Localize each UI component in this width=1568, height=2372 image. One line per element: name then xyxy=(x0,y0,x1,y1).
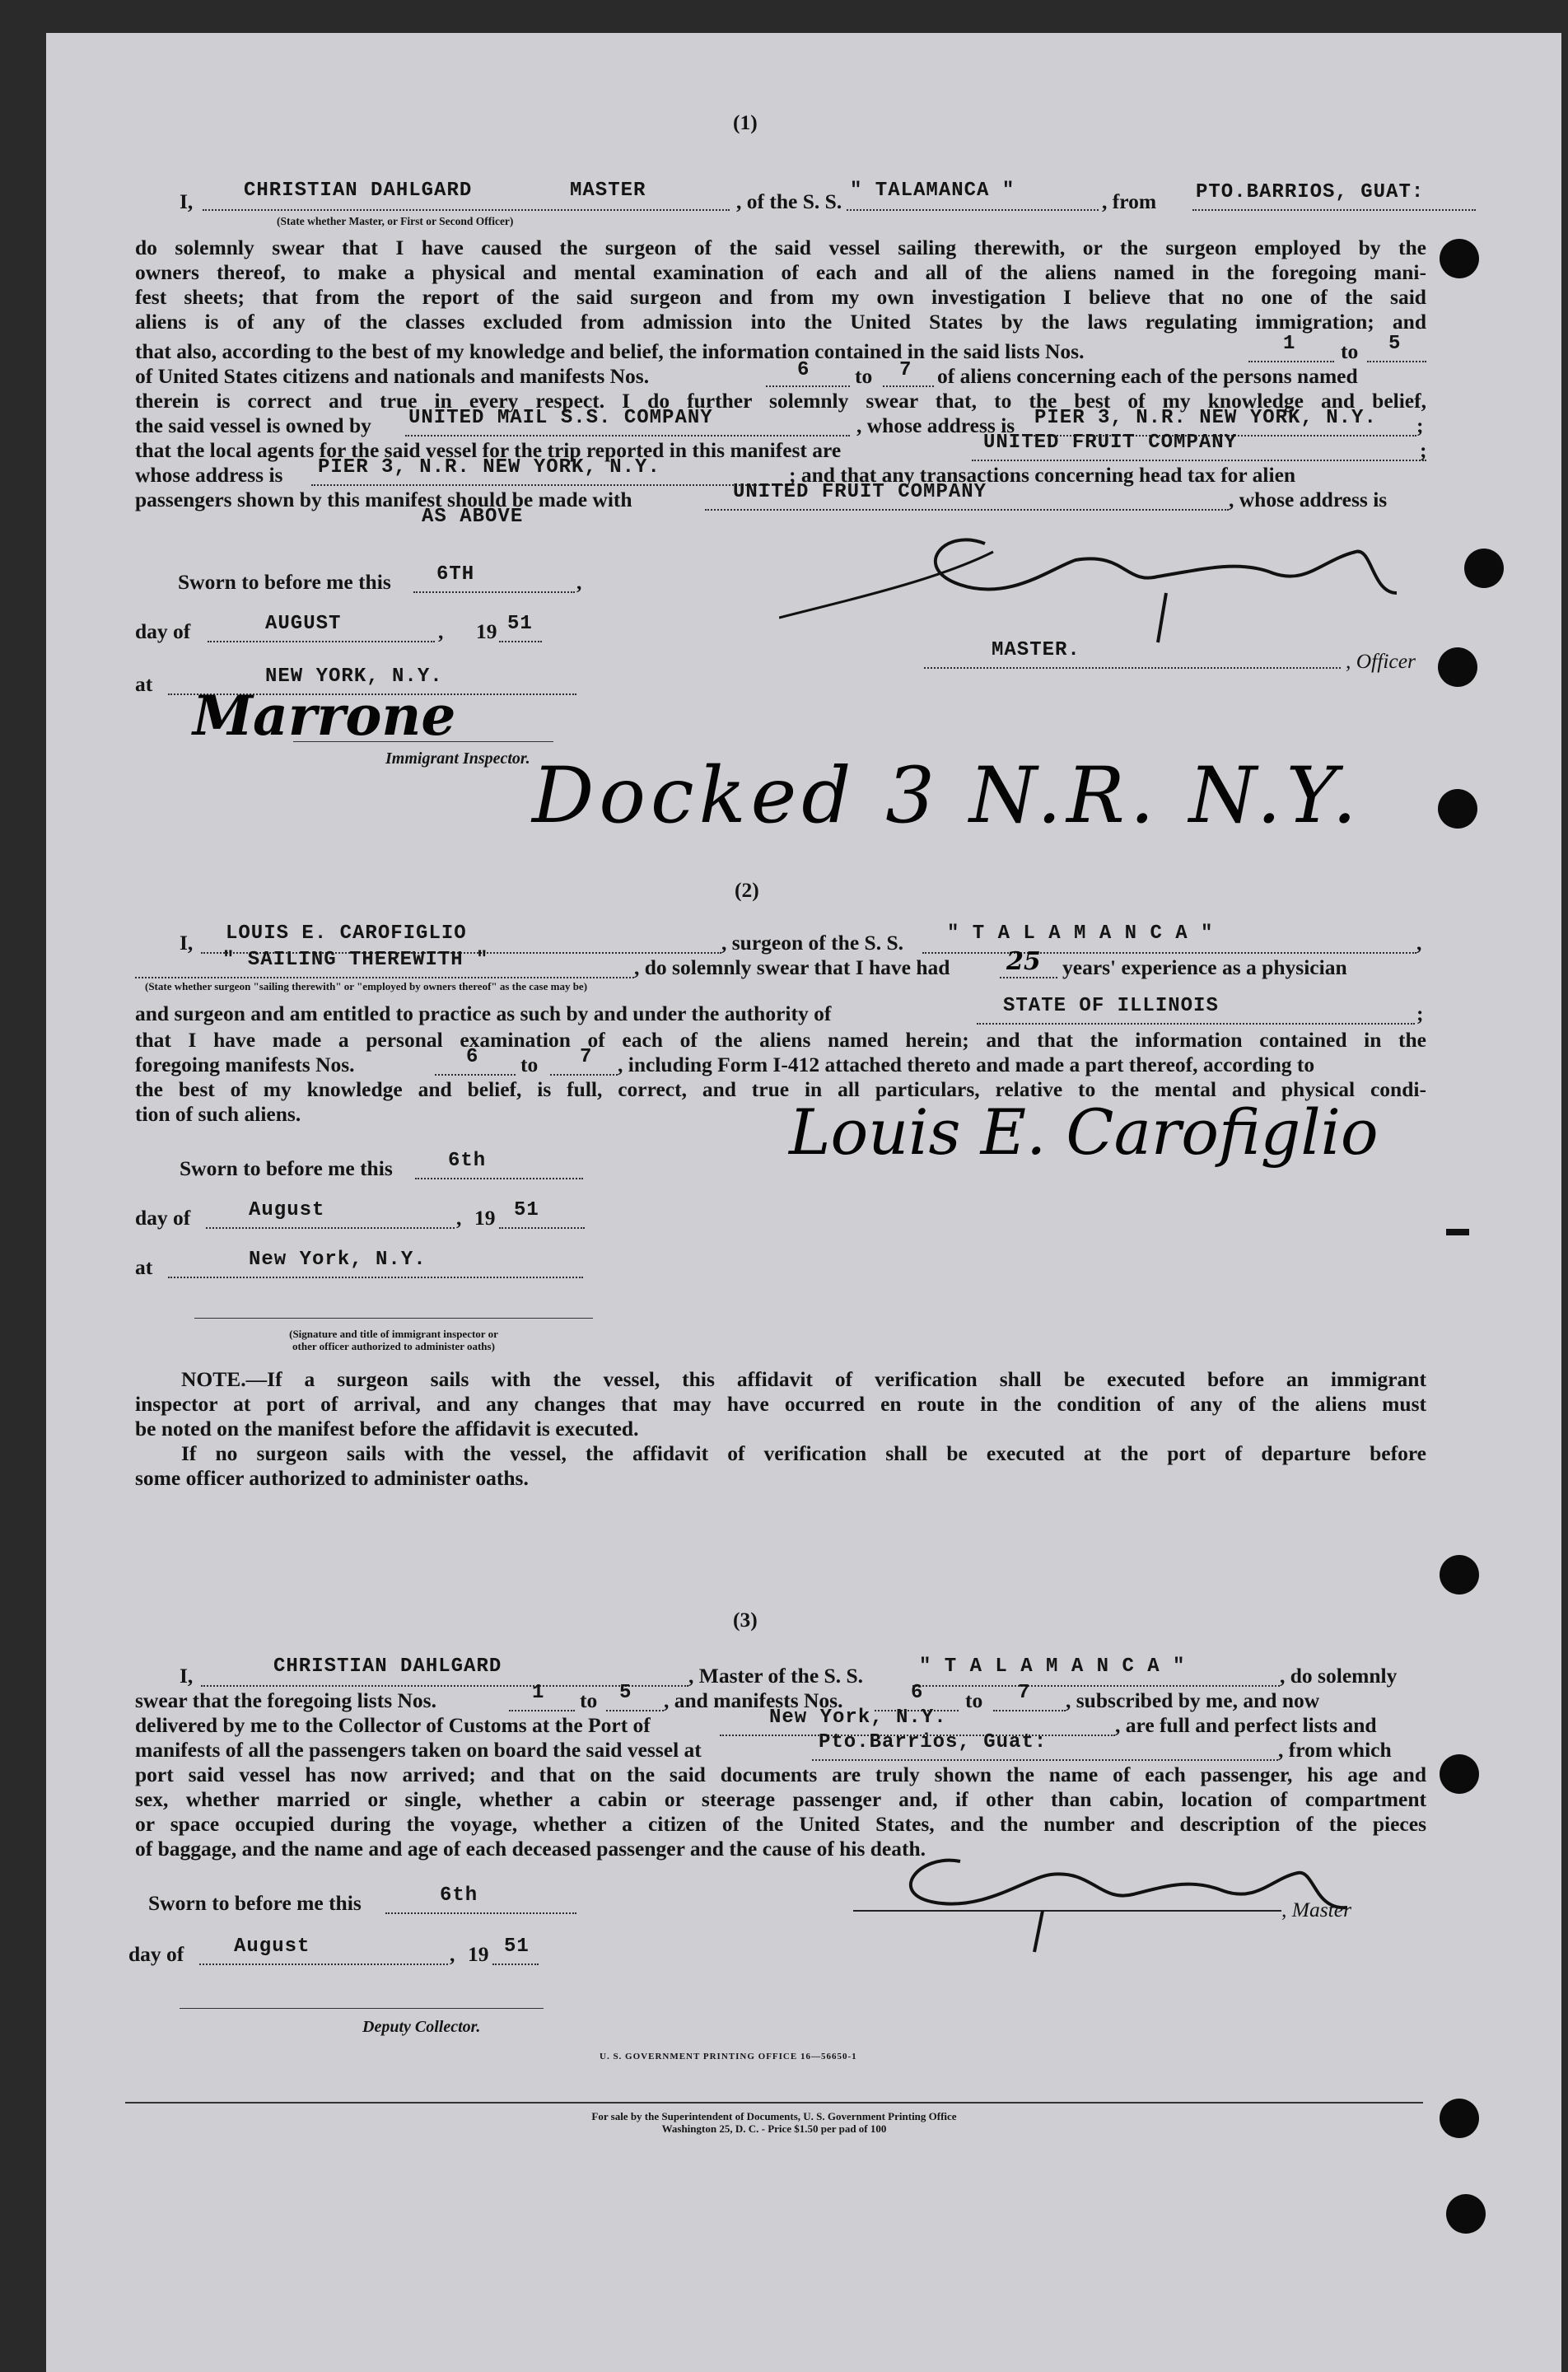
punch-hole xyxy=(1440,239,1479,278)
deputy-label: Deputy Collector. xyxy=(362,2018,481,2036)
s1-line-6a: of United States citizens and nationals and manifests Nos. xyxy=(135,364,650,388)
s1-sworn-day-line xyxy=(413,591,575,593)
note-2: inspector at port of arrival, and any changes that may have occurred en route in the condition of any of the aliens must xyxy=(135,1392,1426,1416)
s3-line-2b: , and manifests Nos. xyxy=(664,1688,843,1712)
footer-sale xyxy=(125,2110,1423,2135)
officer-signature-line xyxy=(924,667,1341,669)
lists-to-line xyxy=(1367,361,1426,362)
s3-sworn-day-line xyxy=(385,1912,576,1914)
rank-note: (State whether Master, or First or Second Officer) xyxy=(277,215,514,227)
note-4: If no surgeon sails with the vessel, the affidavit of verification shall be executed at the port of departure before xyxy=(181,1441,1426,1465)
note-5: some officer authorized to administer oaths. xyxy=(135,1466,529,1490)
agents-line xyxy=(972,460,1426,461)
s2-at: at xyxy=(135,1255,153,1279)
s3-lists-to-line xyxy=(606,1710,664,1711)
surgeon-note xyxy=(135,1367,1426,1491)
officer-rank: MASTER xyxy=(570,180,646,202)
s2-sig-note-2: other officer authorized to administer oaths) xyxy=(292,1340,495,1352)
s1-line-5: that also, according to the best of my knowledge and belief, the information contained in the said lists Nos. xyxy=(135,339,1085,363)
s2-comma-1: , xyxy=(1416,931,1422,955)
s1-place: NEW YORK, N.Y. xyxy=(265,665,443,688)
s2-sworn-label: Sworn to before me this xyxy=(180,1156,393,1180)
s2-sworn-day-line xyxy=(415,1178,583,1179)
officer-label: , Officer xyxy=(1346,649,1416,673)
s1-at: at xyxy=(135,672,153,696)
s1-line-3: fest sheets; that from the report of the said surgeon and from my own investigation I believe that no one of the said xyxy=(135,285,1426,309)
semicolon-2: ; xyxy=(1420,438,1427,462)
sale-line-2: Washington 25, D. C. - Price $1.50 per pad of 100 xyxy=(661,2122,887,2135)
master-signature-2 xyxy=(853,1845,1446,1968)
s2-day-of: day of xyxy=(135,1206,191,1230)
s2-year-prefix: 19 xyxy=(474,1206,496,1230)
surgeon-name: LOUIS E. CAROFIGLIO xyxy=(226,922,467,945)
vessel-name: " TALAMANCA " xyxy=(850,180,1015,202)
vessel-line xyxy=(847,209,1099,211)
s1-line-4: aliens is of any of the classes excluded from admission into the United States by the laws regulating immigration; and xyxy=(135,310,1426,334)
s3-sworn-day: 6th xyxy=(440,1884,478,1907)
head-tax-line xyxy=(705,509,1229,511)
authority: STATE OF ILLINOIS xyxy=(1003,995,1219,1017)
s1-sworn-label: Sworn to before me this xyxy=(178,570,391,594)
punch-hole xyxy=(1440,1555,1479,1595)
s2-year-line xyxy=(499,1227,585,1229)
manifest-to-line xyxy=(883,385,934,387)
s3-line-1b: , do solemnly xyxy=(1280,1664,1398,1688)
note-1: NOTE.—If a surgeon sails with the vessel, this affidavit of verification shall be executed before an immigrant xyxy=(181,1367,1426,1391)
agents-address-line xyxy=(311,484,789,486)
s3-master-label: , Master xyxy=(1281,1898,1351,1921)
agents: UNITED FRUIT COMPANY xyxy=(983,432,1238,454)
owner-line xyxy=(405,435,850,437)
surgeon-of-label: , surgeon of the S. S. xyxy=(721,931,904,955)
authority-line xyxy=(977,1023,1415,1025)
s1-comma-1: , xyxy=(576,570,582,594)
s3-manifest-to-line xyxy=(993,1710,1066,1711)
s3-line-8: of baggage, and the name and age of each deceased passenger and the cause of his death. xyxy=(135,1837,926,1861)
lists-to: 5 xyxy=(1388,333,1402,355)
margin-mark xyxy=(1446,1229,1469,1235)
to-label-2: to xyxy=(855,364,873,388)
s1-year-suffix: 51 xyxy=(507,613,533,635)
s2-to-label: to xyxy=(520,1053,539,1076)
punch-hole xyxy=(1464,549,1504,588)
lists-from-line xyxy=(1248,361,1334,362)
s2-line-6: tion of such aliens. xyxy=(135,1102,301,1126)
manifest-from-line xyxy=(766,385,850,387)
to-label-1: to xyxy=(1341,339,1359,363)
s3-year-prefix: 19 xyxy=(468,1942,489,1966)
s3-day-of: day of xyxy=(128,1942,184,1966)
s2-place-line xyxy=(168,1277,583,1278)
from-port: PTO.BARRIOS, GUAT: xyxy=(1196,181,1425,203)
s3-origin: Pto.Barrios, Guat: xyxy=(819,1731,1048,1753)
s2-month: August xyxy=(249,1199,325,1221)
s2-sig-note xyxy=(194,1328,593,1352)
inspector-signature: Marrone xyxy=(193,684,456,748)
s2-line-3-wrap xyxy=(135,1028,1426,1053)
s1-month: AUGUST xyxy=(265,613,342,635)
s2-line-2a: and surgeon and am entitled to practice as such by and under the authority of xyxy=(135,1002,832,1025)
signer-title: MASTER. xyxy=(992,639,1080,661)
section-1-paragraph xyxy=(135,236,1426,334)
s1-year-prefix: 19 xyxy=(476,619,497,643)
s3-line-2a: swear that the foregoing lists Nos. xyxy=(135,1688,436,1712)
s1-line-10a: whose address is xyxy=(135,463,283,487)
sale-line-1: For sale by the Superintendent of Documents, U. S. Government Printing Office xyxy=(591,2110,957,2122)
s3-lists-to: 5 xyxy=(619,1682,632,1704)
sailing-status: " SAILING THEREWITH " xyxy=(222,949,489,971)
owner: UNITED MAIL S.S. COMPANY xyxy=(408,407,713,429)
manifest-affidavit-page xyxy=(46,33,1561,2372)
s3-line-4b: , from which xyxy=(1278,1738,1392,1762)
head-tax-address: AS ABOVE xyxy=(422,506,524,528)
s2-manifest-to-line xyxy=(550,1074,618,1076)
s1-line-11b: , whose address is xyxy=(1229,488,1388,511)
officer-line xyxy=(203,209,730,211)
s2-manifest-from: 6 xyxy=(466,1046,479,1068)
s2-manifest-to: 7 xyxy=(580,1046,593,1068)
s1-line-6b: of aliens concerning each of the persons named xyxy=(937,364,1358,388)
s1-line-9a: that the local agents for the said vessel for the trip reported in this manifest are xyxy=(135,438,842,462)
s1-line-8a: the said vessel is owned by xyxy=(135,413,371,437)
s3-to-label-1: to xyxy=(580,1688,598,1712)
gpo-line: U. S. GOVERNMENT PRINTING OFFICE 16—56650-1 xyxy=(600,2052,857,2061)
manifest-from: 6 xyxy=(797,359,810,381)
s1-year-line xyxy=(499,641,542,642)
s3-line-7: or space occupied during the voyage, whether a citizen of the United States, and the number and description of the pieces xyxy=(135,1812,1426,1836)
s3-line-4a: manifests of all the passengers taken on board the said vessel at xyxy=(135,1738,702,1762)
punch-hole xyxy=(1438,647,1477,687)
s1-line-8b: , whose address is xyxy=(856,413,1015,437)
s1-line-1: do solemnly swear that I have caused the surgeon of the said vessel sailing therewith, or the surgeon employed by the xyxy=(135,236,1426,259)
s3-to-label-2: to xyxy=(965,1688,983,1712)
head-tax-party: UNITED FRUIT COMPANY xyxy=(733,481,987,503)
punch-hole xyxy=(1440,2099,1479,2138)
section-3-number: (3) xyxy=(733,1608,758,1632)
s3-line-3a: delivered by me to the Collector of Customs at the Port of xyxy=(135,1713,651,1737)
manifest-to: 7 xyxy=(899,359,912,381)
s3-port: New York, N.Y. xyxy=(769,1707,947,1729)
s1-comma-2: , xyxy=(438,619,444,643)
officer-name: CHRISTIAN DAHLGARD xyxy=(244,180,473,202)
s2-comma-2: , xyxy=(456,1206,462,1230)
s3-manifest-to: 7 xyxy=(1018,1682,1031,1704)
from-line xyxy=(1192,209,1476,211)
agents-address: PIER 3, N.R. NEW YORK, N.Y. xyxy=(318,456,660,479)
s3-lists-from-line xyxy=(509,1710,575,1711)
years-line xyxy=(1000,977,1057,978)
s2-line-4a: foregoing manifests Nos. xyxy=(135,1053,355,1076)
s1-line-7: therein is correct and true in every respect. I do further solemnly swear that, to the best of my knowledge and belief, xyxy=(135,389,1426,413)
section-2-i: I, xyxy=(180,931,194,955)
s3-master-line xyxy=(201,1685,688,1687)
semicolon-1: ; xyxy=(1416,413,1424,437)
s2-signature-rule xyxy=(194,1318,593,1319)
years: 25 xyxy=(1006,947,1041,976)
s2-sig-note-1: (Signature and title of immigrant inspector or xyxy=(289,1328,498,1340)
punch-hole xyxy=(1440,1754,1479,1794)
sailing-line xyxy=(135,977,634,978)
s2-vessel-line xyxy=(922,952,1416,954)
semicolon-3: ; xyxy=(1416,1002,1424,1025)
s2-line-4b: , including Form I-412 attached thereto and made a part thereof, according to xyxy=(618,1053,1315,1076)
s3-month: August xyxy=(234,1935,310,1958)
s2-line-1c: years' experience as a physician xyxy=(1062,955,1347,979)
section-1-number: (1) xyxy=(733,110,758,134)
s1-line-10b: ; and that any transactions concerning head tax for alien xyxy=(789,463,1296,487)
s2-year-suffix: 51 xyxy=(514,1199,539,1221)
s3-line-3b: , are full and perfect lists and xyxy=(1115,1713,1377,1737)
s2-line-1b: , do solemnly swear that I have had xyxy=(634,955,950,979)
s3-master-name: CHRISTIAN DAHLGARD xyxy=(273,1655,502,1678)
s3-sworn-label: Sworn to before me this xyxy=(148,1891,362,1915)
note-3: be noted on the manifest before the affidavit is executed. xyxy=(135,1417,639,1440)
surgeon-signature: Louis E. Carofiglio xyxy=(789,1095,1379,1169)
deputy-rule xyxy=(180,2008,544,2009)
s3-line-6: sex, whether married or single, whether a cabin or steerage passenger and, if other than cabin, location of compartment xyxy=(135,1787,1426,1811)
s3-origin-line xyxy=(812,1759,1278,1761)
s1-month-line xyxy=(208,641,435,642)
s2-line-5: the best of my knowledge and belief, is full, correct, and true in all particulars, relative to the mental and physical condi- xyxy=(135,1077,1426,1101)
from-label: , from xyxy=(1102,189,1157,213)
s3-vessel-line xyxy=(912,1685,1280,1687)
s1-line-11a: passengers shown by this manifest should be made with xyxy=(135,488,632,511)
punch-hole xyxy=(1438,789,1477,829)
s1-sworn-day: 6TH xyxy=(436,563,475,586)
s2-place: New York, N.Y. xyxy=(249,1249,427,1271)
section-2-number: (2) xyxy=(735,878,759,902)
inspector-line xyxy=(293,741,553,742)
section-3-i: I, xyxy=(180,1664,194,1688)
s3-line-2c: , subscribed by me, and now xyxy=(1066,1688,1320,1712)
s2-manifest-from-line xyxy=(435,1074,516,1076)
master-signature-1 xyxy=(779,519,1438,667)
of-the-ss-label: , of the S. S. xyxy=(736,189,842,213)
s2-vessel: " T A L A M A N C A " xyxy=(947,922,1214,945)
docked-annotation: Docked 3 N.R. N.Y. xyxy=(532,751,1362,841)
s2-month-line xyxy=(206,1227,455,1229)
s3-line-5: port said vessel has now arrived; and that on the said documents are truly shown the name of each passenger, his age and xyxy=(135,1763,1426,1786)
s3-year-line xyxy=(492,1963,539,1965)
section-1-i: I, xyxy=(180,189,194,213)
footer-rule xyxy=(125,2102,1423,2104)
owner-address: PIER 3, N.R. NEW YORK, N.Y. xyxy=(1034,407,1377,429)
sailing-note: (State whether surgeon "sailing therewith" or "employed by owners thereof" as the case may be) xyxy=(145,980,588,992)
inspector-label: Immigrant Inspector. xyxy=(385,749,530,768)
s1-line-2: owners thereof, to make a physical and mental examination of each and all of the aliens named in the foregoing mani- xyxy=(135,260,1426,284)
s3-year-suffix: 51 xyxy=(504,1935,530,1958)
s3-master-of: , Master of the S. S. xyxy=(688,1664,864,1688)
s3-month-line xyxy=(199,1963,448,1965)
s3-lists-from: 1 xyxy=(532,1682,545,1704)
s1-day-of: day of xyxy=(135,619,191,643)
punch-hole xyxy=(1446,2194,1486,2234)
s3-vessel: " T A L A M A N C A " xyxy=(919,1655,1186,1678)
s2-line-3: that I have made a personal examination of each of the aliens named herein; and that the information contained in the xyxy=(135,1028,1426,1052)
s3-comma: , xyxy=(450,1942,455,1966)
s2-sworn-day: 6th xyxy=(448,1150,487,1172)
lists-from: 1 xyxy=(1283,333,1296,355)
s3-manifest-from: 6 xyxy=(911,1682,924,1704)
